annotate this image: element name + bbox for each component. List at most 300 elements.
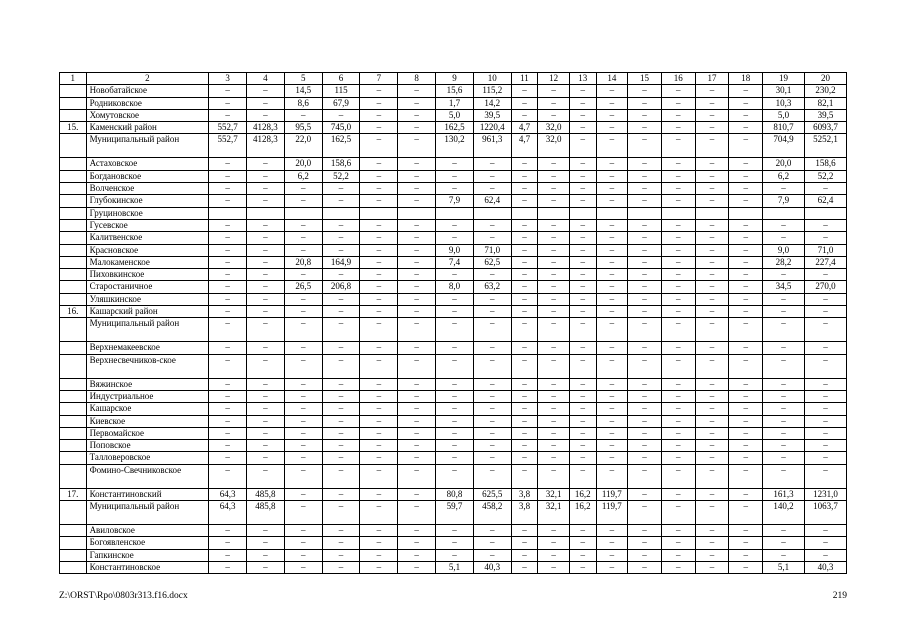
value-cell: 67,9 <box>322 97 360 109</box>
value-cell: – <box>695 403 729 415</box>
value-cell: 20,0 <box>284 158 322 170</box>
table-row <box>60 183 847 195</box>
value-cell: – <box>511 390 538 402</box>
value-cell: 15,6 <box>436 85 474 97</box>
value-cell: – <box>247 561 285 573</box>
value-cell: – <box>763 219 805 231</box>
value-cell: – <box>538 464 570 488</box>
value-cell: – <box>569 244 596 256</box>
value-cell: – <box>209 232 247 244</box>
value-cell: – <box>360 501 398 525</box>
value-cell: – <box>661 549 695 561</box>
value-cell: 7,4 <box>436 256 474 268</box>
value-cell: – <box>398 134 436 158</box>
value-cell: – <box>628 342 662 354</box>
value-cell: – <box>436 549 474 561</box>
value-cell: 63,2 <box>473 281 511 293</box>
value-cell: – <box>247 170 285 182</box>
value-cell <box>322 207 360 219</box>
table-row <box>60 122 847 134</box>
value-cell: – <box>661 415 695 427</box>
value-cell: – <box>473 306 511 318</box>
value-cell: – <box>729 195 763 207</box>
value-cell: – <box>284 464 322 488</box>
value-cell: – <box>661 122 695 134</box>
value-cell: – <box>247 403 285 415</box>
value-cell: – <box>538 97 570 109</box>
value-cell: 11 <box>511 73 538 85</box>
value-cell: – <box>398 390 436 402</box>
row-number-cell <box>60 281 87 293</box>
value-cell: – <box>763 306 805 318</box>
value-cell: – <box>729 415 763 427</box>
value-cell: – <box>596 122 628 134</box>
value-cell: 4128,3 <box>247 134 285 158</box>
value-cell: – <box>628 403 662 415</box>
value-cell: – <box>322 195 360 207</box>
value-cell: – <box>360 415 398 427</box>
value-cell: – <box>628 537 662 549</box>
value-cell: – <box>322 183 360 195</box>
value-cell: – <box>628 440 662 452</box>
value-cell: – <box>661 452 695 464</box>
name-cell: Красновское <box>86 244 209 256</box>
value-cell: 552,7 <box>209 134 247 158</box>
value-cell: – <box>398 342 436 354</box>
value-cell: – <box>398 195 436 207</box>
value-cell: – <box>511 293 538 305</box>
value-cell: – <box>661 170 695 182</box>
name-cell: Константиновский <box>86 488 209 500</box>
table-row <box>60 525 847 537</box>
value-cell: – <box>360 170 398 182</box>
value-cell: – <box>398 549 436 561</box>
value-cell: – <box>398 354 436 378</box>
value-cell: – <box>322 561 360 573</box>
value-cell: – <box>511 256 538 268</box>
value-cell: – <box>763 415 805 427</box>
value-cell: – <box>284 488 322 500</box>
value-cell: – <box>538 378 570 390</box>
value-cell: – <box>538 256 570 268</box>
value-cell: – <box>398 561 436 573</box>
value-cell: – <box>538 403 570 415</box>
value-cell: – <box>596 244 628 256</box>
value-cell: – <box>360 464 398 488</box>
value-cell: 810,7 <box>763 122 805 134</box>
value-cell: – <box>398 488 436 500</box>
value-cell: – <box>360 390 398 402</box>
table-row <box>60 318 847 342</box>
value-cell: – <box>695 440 729 452</box>
value-cell: – <box>596 318 628 342</box>
value-cell: – <box>360 256 398 268</box>
value-cell: 62,5 <box>473 256 511 268</box>
value-cell: – <box>284 427 322 439</box>
value-cell: – <box>804 306 846 318</box>
value-cell: – <box>661 195 695 207</box>
value-cell: 62,4 <box>804 195 846 207</box>
table-row <box>60 464 847 488</box>
value-cell: – <box>473 549 511 561</box>
value-cell: – <box>436 415 474 427</box>
value-cell: – <box>284 415 322 427</box>
value-cell: – <box>695 318 729 342</box>
value-cell: – <box>511 427 538 439</box>
value-cell: – <box>538 390 570 402</box>
value-cell: – <box>247 415 285 427</box>
value-cell: – <box>596 427 628 439</box>
value-cell: – <box>729 256 763 268</box>
value-cell: – <box>511 183 538 195</box>
value-cell: – <box>209 561 247 573</box>
page-number: 219 <box>832 591 847 601</box>
row-number-cell <box>60 403 87 415</box>
value-cell: – <box>661 232 695 244</box>
value-cell <box>729 207 763 219</box>
value-cell: – <box>628 122 662 134</box>
value-cell: – <box>804 537 846 549</box>
value-cell: – <box>628 109 662 121</box>
value-cell: – <box>569 561 596 573</box>
value-cell: – <box>209 306 247 318</box>
value-cell: – <box>473 452 511 464</box>
value-cell: 5252,1 <box>804 134 846 158</box>
value-cell: – <box>661 403 695 415</box>
value-cell: – <box>473 390 511 402</box>
name-cell: Авиловское <box>86 525 209 537</box>
value-cell: – <box>569 306 596 318</box>
value-cell: – <box>628 85 662 97</box>
value-cell: – <box>473 525 511 537</box>
value-cell: – <box>511 170 538 182</box>
value-cell: – <box>398 501 436 525</box>
value-cell: – <box>322 354 360 378</box>
value-cell: – <box>360 306 398 318</box>
value-cell: – <box>695 525 729 537</box>
row-number-cell <box>60 170 87 182</box>
value-cell: – <box>596 440 628 452</box>
value-cell: 20 <box>804 73 846 85</box>
value-cell: – <box>596 293 628 305</box>
value-cell: 14 <box>596 73 628 85</box>
table-row <box>60 269 847 281</box>
value-cell: – <box>596 525 628 537</box>
value-cell: – <box>398 232 436 244</box>
value-cell: – <box>473 342 511 354</box>
value-cell: – <box>398 293 436 305</box>
value-cell: – <box>360 403 398 415</box>
value-cell: – <box>569 464 596 488</box>
value-cell: – <box>436 158 474 170</box>
table-row <box>60 306 847 318</box>
value-cell: – <box>661 306 695 318</box>
value-cell: 32,0 <box>538 134 570 158</box>
value-cell: – <box>763 452 805 464</box>
value-cell: – <box>360 183 398 195</box>
value-cell: 230,2 <box>804 85 846 97</box>
value-cell: – <box>538 183 570 195</box>
value-cell: – <box>209 342 247 354</box>
name-cell: Уляшкинское <box>86 293 209 305</box>
row-number-cell <box>60 464 87 488</box>
value-cell: – <box>596 97 628 109</box>
value-cell: – <box>596 134 628 158</box>
value-cell: – <box>628 281 662 293</box>
value-cell: 8,6 <box>284 97 322 109</box>
value-cell: – <box>729 122 763 134</box>
table-row <box>60 195 847 207</box>
value-cell: 28,2 <box>763 256 805 268</box>
value-cell: – <box>360 440 398 452</box>
value-cell: – <box>804 440 846 452</box>
value-cell: – <box>360 281 398 293</box>
value-cell: – <box>763 342 805 354</box>
value-cell: – <box>322 549 360 561</box>
value-cell <box>360 207 398 219</box>
value-cell: – <box>695 109 729 121</box>
value-cell: – <box>628 501 662 525</box>
value-cell: 19 <box>763 73 805 85</box>
value-cell: – <box>569 195 596 207</box>
value-cell: – <box>538 549 570 561</box>
row-number-cell <box>60 293 87 305</box>
value-cell: – <box>695 85 729 97</box>
value-cell: – <box>596 158 628 170</box>
value-cell: – <box>360 525 398 537</box>
value-cell: – <box>628 170 662 182</box>
value-cell: – <box>695 158 729 170</box>
value-cell: 162,5 <box>322 134 360 158</box>
value-cell: – <box>569 318 596 342</box>
value-cell: 158,6 <box>322 158 360 170</box>
value-cell: – <box>695 378 729 390</box>
value-cell: – <box>398 452 436 464</box>
value-cell: 9,0 <box>763 244 805 256</box>
value-cell: – <box>538 85 570 97</box>
table-row <box>60 537 847 549</box>
value-cell <box>569 207 596 219</box>
value-cell: – <box>729 244 763 256</box>
value-cell: – <box>322 525 360 537</box>
value-cell: – <box>804 390 846 402</box>
row-number-cell <box>60 195 87 207</box>
value-cell: – <box>360 537 398 549</box>
value-cell: – <box>398 97 436 109</box>
value-cell: – <box>538 293 570 305</box>
value-cell: – <box>436 318 474 342</box>
value-cell: – <box>695 97 729 109</box>
row-number-cell <box>60 207 87 219</box>
value-cell: – <box>695 537 729 549</box>
value-cell: – <box>596 170 628 182</box>
value-cell: – <box>511 440 538 452</box>
value-cell: – <box>661 525 695 537</box>
value-cell: 458,2 <box>473 501 511 525</box>
value-cell: 95,5 <box>284 122 322 134</box>
table-row <box>60 501 847 525</box>
value-cell: – <box>628 464 662 488</box>
value-cell: – <box>398 122 436 134</box>
value-cell: 64,3 <box>209 501 247 525</box>
value-cell: – <box>322 501 360 525</box>
value-cell: – <box>729 281 763 293</box>
value-cell: – <box>360 488 398 500</box>
value-cell: – <box>729 501 763 525</box>
value-cell: – <box>473 269 511 281</box>
value-cell: – <box>322 306 360 318</box>
value-cell: – <box>538 427 570 439</box>
name-cell: Муниципальный район <box>86 501 209 525</box>
value-cell: – <box>398 537 436 549</box>
value-cell: – <box>322 537 360 549</box>
value-cell: – <box>398 318 436 342</box>
value-cell: – <box>511 318 538 342</box>
value-cell: – <box>569 415 596 427</box>
value-cell: – <box>729 390 763 402</box>
value-cell: 10,3 <box>763 97 805 109</box>
value-cell: 52,2 <box>322 170 360 182</box>
value-cell: – <box>284 109 322 121</box>
value-cell: 52,2 <box>804 170 846 182</box>
value-cell: – <box>628 219 662 231</box>
value-cell: – <box>360 293 398 305</box>
value-cell: – <box>322 109 360 121</box>
value-cell: 20,0 <box>763 158 805 170</box>
value-cell: – <box>569 232 596 244</box>
value-cell: – <box>628 561 662 573</box>
value-cell <box>209 207 247 219</box>
value-cell: – <box>360 109 398 121</box>
value-cell: – <box>322 293 360 305</box>
value-cell: – <box>209 390 247 402</box>
value-cell: – <box>284 452 322 464</box>
value-cell: – <box>247 427 285 439</box>
value-cell: – <box>538 232 570 244</box>
value-cell: – <box>473 464 511 488</box>
name-cell: Хомутовское <box>86 109 209 121</box>
value-cell: – <box>569 109 596 121</box>
value-cell: – <box>628 427 662 439</box>
row-number-cell <box>60 158 87 170</box>
value-cell: 162,5 <box>436 122 474 134</box>
value-cell: 140,2 <box>763 501 805 525</box>
value-cell: – <box>596 281 628 293</box>
value-cell: – <box>729 342 763 354</box>
value-cell: – <box>247 464 285 488</box>
value-cell: – <box>209 293 247 305</box>
value-cell: – <box>628 269 662 281</box>
name-cell: Гапкинское <box>86 549 209 561</box>
value-cell: 6,2 <box>284 170 322 182</box>
row-number-cell <box>60 97 87 109</box>
value-cell: – <box>569 122 596 134</box>
value-cell: – <box>596 269 628 281</box>
value-cell: – <box>209 109 247 121</box>
value-cell: 7 <box>360 73 398 85</box>
value-cell: – <box>661 244 695 256</box>
value-cell: 5,0 <box>436 109 474 121</box>
value-cell: – <box>209 403 247 415</box>
value-cell: – <box>473 158 511 170</box>
value-cell <box>661 207 695 219</box>
value-cell: – <box>628 452 662 464</box>
value-cell: – <box>511 195 538 207</box>
table-row <box>60 219 847 231</box>
row-number-cell: 1 <box>60 73 87 85</box>
value-cell: 32,0 <box>538 122 570 134</box>
value-cell: – <box>511 85 538 97</box>
value-cell: – <box>209 195 247 207</box>
value-cell: – <box>628 488 662 500</box>
value-cell: – <box>628 390 662 402</box>
value-cell: – <box>247 440 285 452</box>
value-cell: – <box>804 318 846 342</box>
value-cell: – <box>729 219 763 231</box>
value-cell: – <box>729 293 763 305</box>
row-number-cell <box>60 342 87 354</box>
value-cell: – <box>596 415 628 427</box>
name-cell: Муниципальный район <box>86 318 209 342</box>
value-cell: 115 <box>322 85 360 97</box>
value-cell: 3,8 <box>511 501 538 525</box>
value-cell: – <box>628 244 662 256</box>
value-cell: – <box>473 415 511 427</box>
value-cell: 12 <box>538 73 570 85</box>
value-cell: – <box>729 488 763 500</box>
value-cell: – <box>511 306 538 318</box>
value-cell: – <box>473 219 511 231</box>
row-number-cell <box>60 561 87 573</box>
value-cell: – <box>538 219 570 231</box>
value-cell: – <box>695 354 729 378</box>
value-cell: – <box>763 354 805 378</box>
value-cell: 158,6 <box>804 158 846 170</box>
value-cell: – <box>661 109 695 121</box>
value-cell: – <box>628 354 662 378</box>
value-cell: – <box>695 427 729 439</box>
value-cell: – <box>763 525 805 537</box>
value-cell: – <box>538 281 570 293</box>
value-cell <box>436 207 474 219</box>
value-cell: – <box>804 427 846 439</box>
value-cell: – <box>511 232 538 244</box>
value-cell: – <box>284 403 322 415</box>
value-cell: – <box>695 561 729 573</box>
value-cell: – <box>596 464 628 488</box>
footer-file-path: Z:\ORST\Rpo\0803r313.f16.docx <box>59 591 188 601</box>
value-cell: – <box>209 256 247 268</box>
value-cell <box>398 207 436 219</box>
header-row <box>60 73 847 85</box>
value-cell: – <box>398 244 436 256</box>
value-cell: 40,3 <box>804 561 846 573</box>
value-cell: – <box>661 390 695 402</box>
value-cell: – <box>596 403 628 415</box>
value-cell: – <box>538 354 570 378</box>
value-cell: – <box>695 219 729 231</box>
row-number-cell <box>60 232 87 244</box>
value-cell: 9,0 <box>436 244 474 256</box>
value-cell: – <box>596 195 628 207</box>
value-cell: – <box>538 525 570 537</box>
value-cell: – <box>569 219 596 231</box>
value-cell: – <box>284 306 322 318</box>
row-number-cell <box>60 501 87 525</box>
value-cell: – <box>695 122 729 134</box>
value-cell: – <box>695 452 729 464</box>
value-cell: 59,7 <box>436 501 474 525</box>
